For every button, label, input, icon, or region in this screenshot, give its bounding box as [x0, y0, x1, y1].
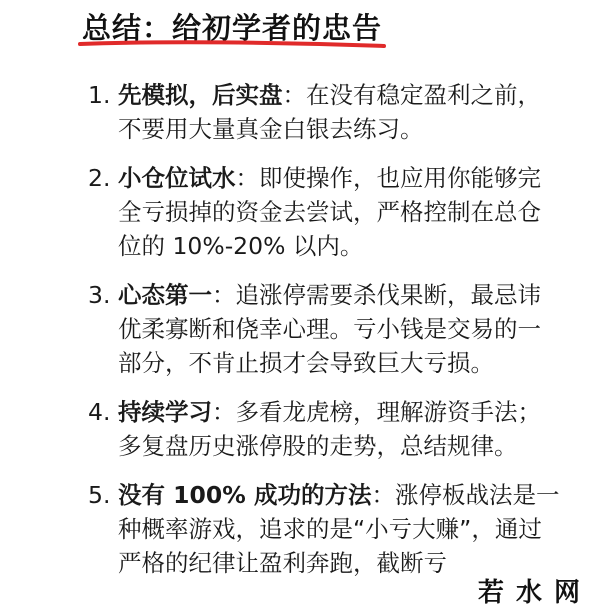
list-item: [88, 161, 588, 263]
list-item: [88, 478, 588, 580]
item-text: ：涨停板战法是一: [371, 481, 560, 509]
item-text-line: 不要用大量真金白银去练习。: [118, 115, 424, 143]
list-item: [88, 78, 588, 146]
item-first-line: [118, 78, 588, 112]
item-text: ：追涨停需要杀伐果断，最忌讳: [212, 281, 541, 309]
item-text-line: 种概率游戏，追求的是“小亏大赚”，通过: [118, 515, 542, 543]
item-text: ：在没有稳定盈利之前，: [282, 81, 541, 109]
item-first-line: [118, 161, 588, 195]
list-item: [88, 278, 588, 380]
item-text-line: 部分，不肯止损才会导致巨大亏损。: [118, 349, 494, 377]
item-lead: 没有 100% 成功的方法: [118, 481, 372, 509]
item-lead: 心态第一: [118, 281, 212, 309]
list-item: [88, 395, 588, 463]
item-number: 2.: [88, 164, 111, 192]
item-text-line: 严格的纪律让盈利奔跑，截断亏: [118, 549, 447, 577]
item-lead: 小仓位试水: [118, 164, 236, 192]
title-underline: [78, 38, 388, 52]
item-lead: 持续学习: [118, 398, 212, 426]
item-first-line: [118, 395, 588, 429]
item-text-line: 优柔寡断和侥幸心理。亏小钱是交易的一: [118, 315, 541, 343]
item-first-line: [118, 278, 588, 312]
item-text-line: 多复盘历史涨停股的走势，总结规律。: [118, 432, 518, 460]
item-first-line: [118, 478, 588, 512]
page-title: 总结：给初学者的忠告: [82, 11, 383, 45]
item-text: ：多看龙虎榜，理解游资手法；: [212, 398, 541, 426]
title-block: [78, 2, 398, 52]
item-lead: 先模拟，后实盘: [118, 81, 283, 109]
advice-list: [88, 78, 588, 595]
item-text: ：即使操作，也应用你能够完: [235, 164, 541, 192]
item-number: 1.: [88, 81, 111, 109]
item-number: 3.: [88, 281, 111, 309]
watermark-logo: 若水网: [470, 570, 600, 611]
item-text-line: 位的 10%-20% 以内。: [118, 232, 364, 260]
item-number: 5.: [88, 481, 111, 509]
item-text-line: 全亏损掉的资金去尝试，严格控制在总仓: [118, 198, 541, 226]
item-number: 4.: [88, 398, 111, 426]
